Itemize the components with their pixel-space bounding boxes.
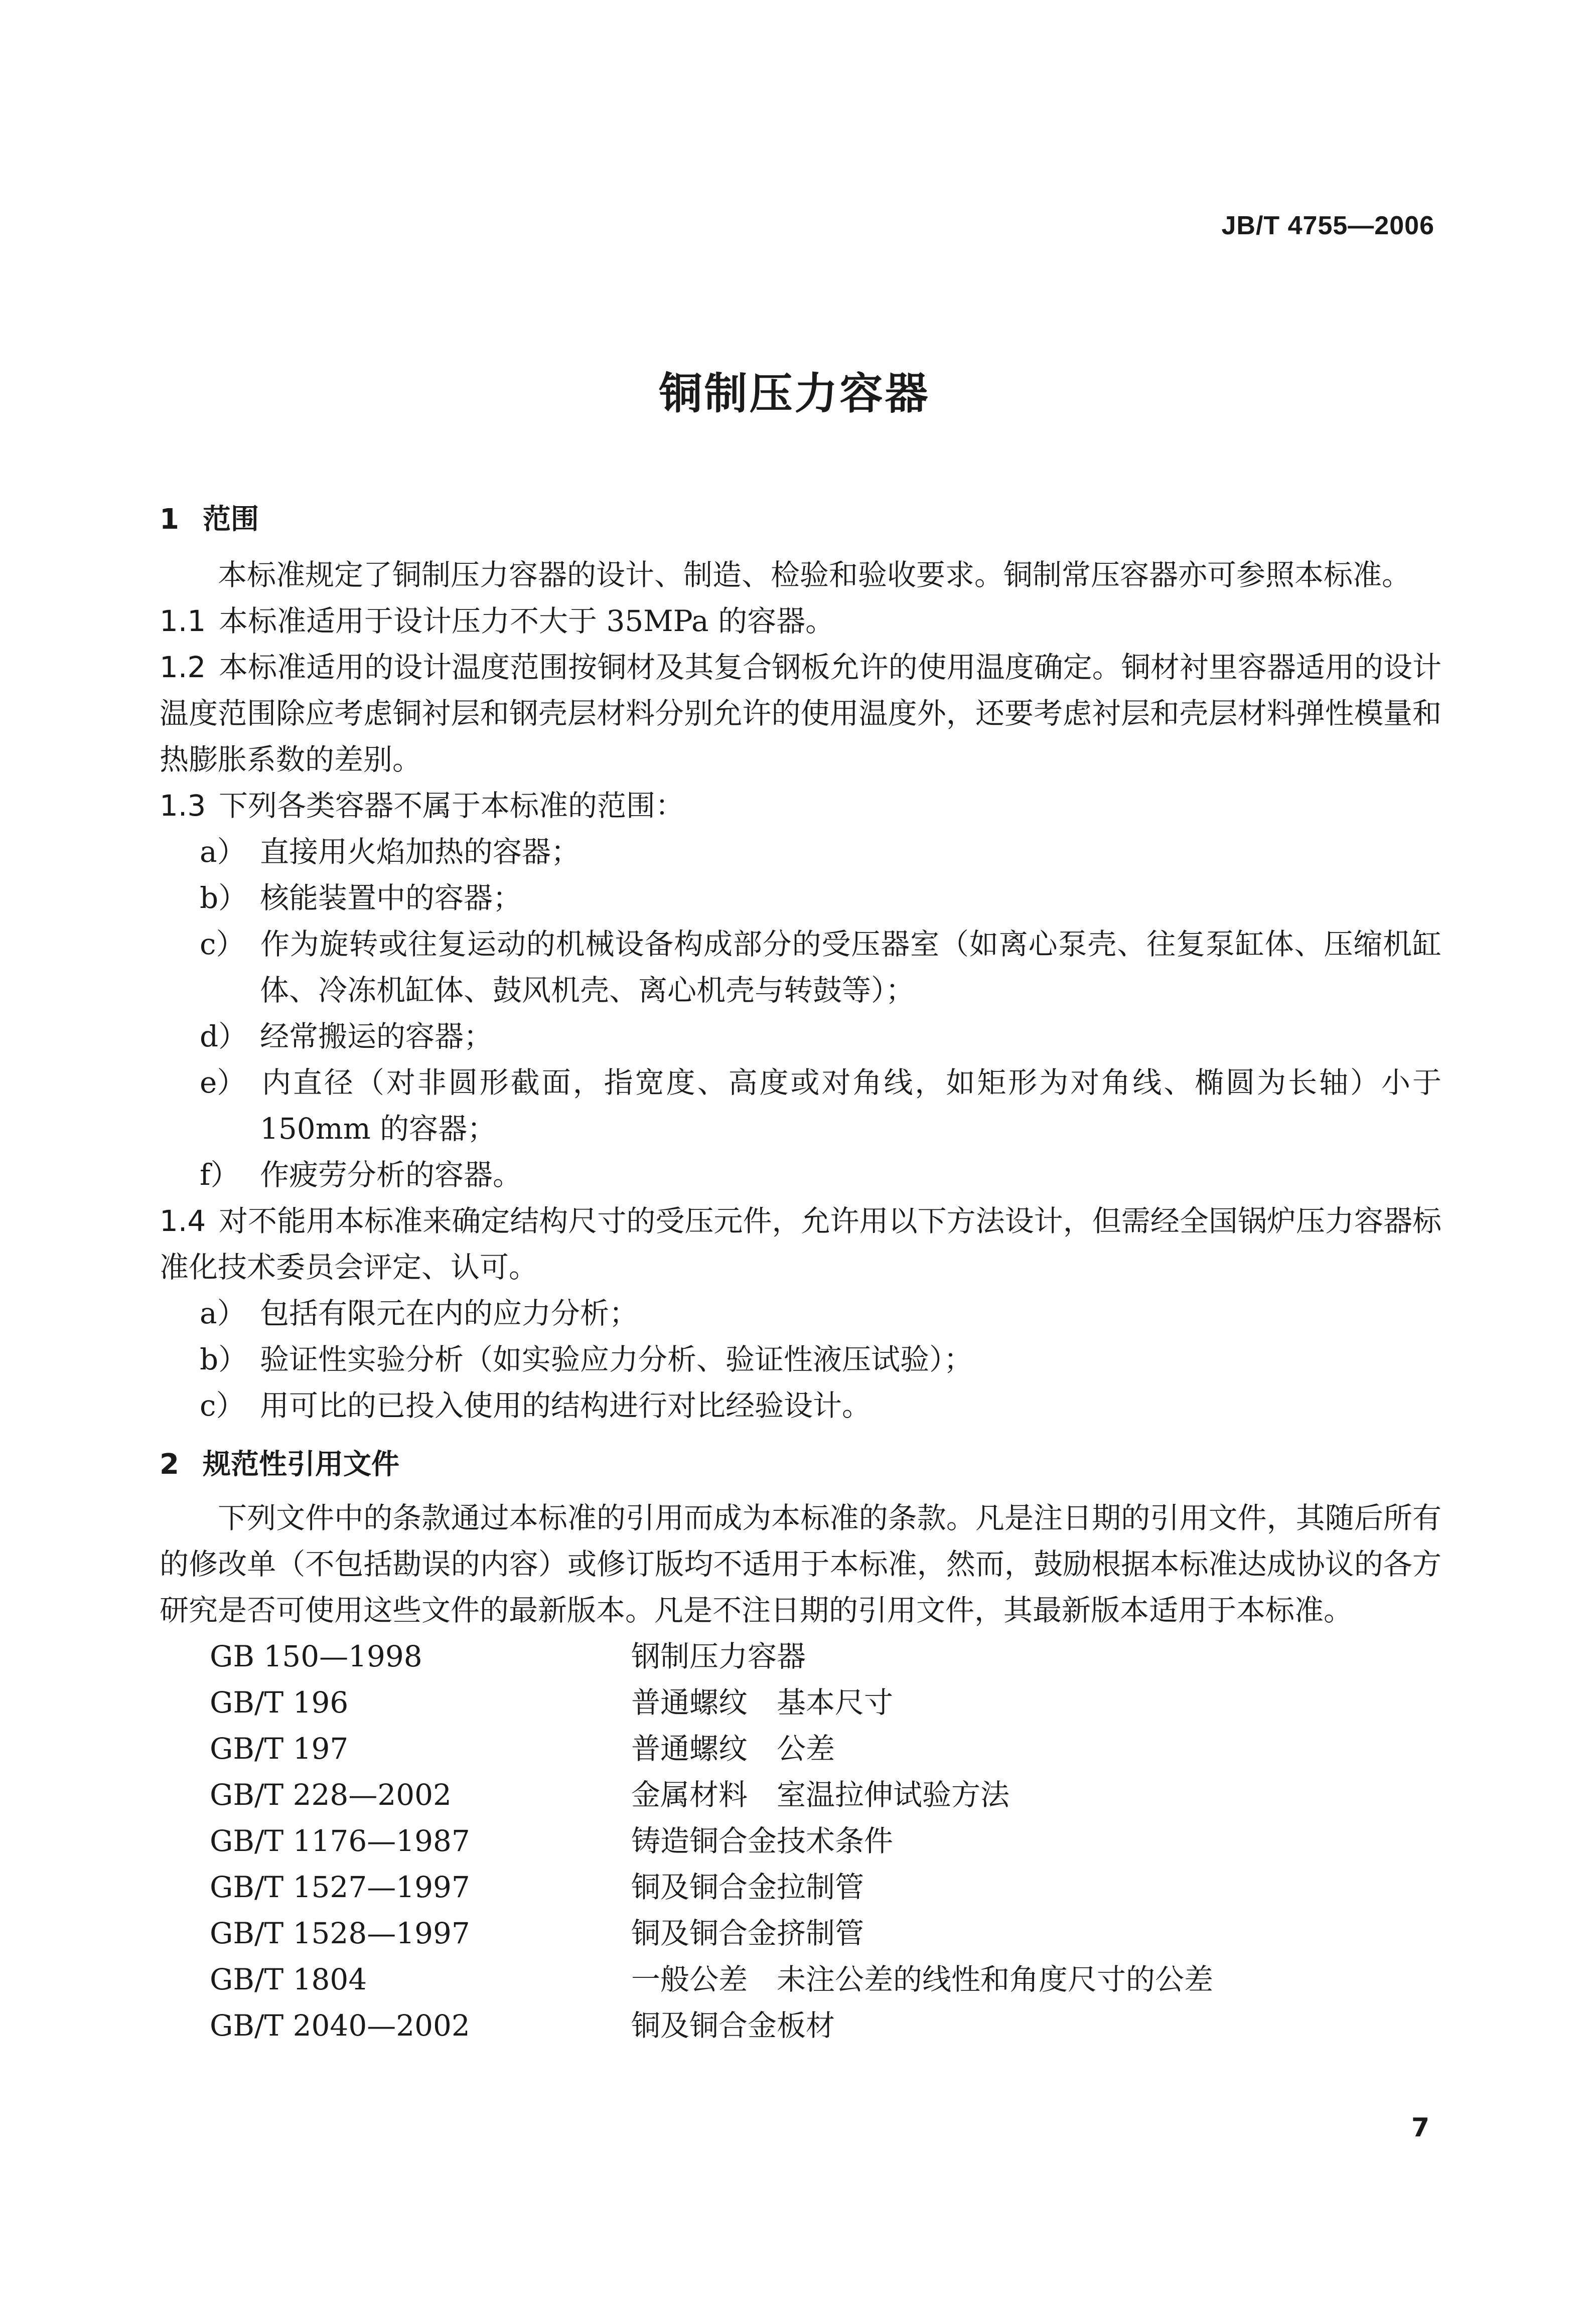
list-item-label: a） bbox=[200, 835, 246, 869]
list-item bbox=[160, 1336, 1441, 1382]
clause-number: 1.3 bbox=[160, 789, 206, 823]
list-item-text: 核能装置中的容器； bbox=[260, 881, 522, 915]
list-item-label: c） bbox=[200, 1388, 245, 1423]
table-row bbox=[210, 1956, 1213, 2002]
clause-1-3 bbox=[160, 783, 1441, 829]
clause-text: 对不能用本标准来确定结构尺寸的受压元件，允许用以下方法设计，但需经全国锅炉压力容器标准化技术委员会评定、认可。 bbox=[160, 1204, 1441, 1284]
ref-code: GB/T 228—2002 bbox=[210, 1778, 452, 1812]
section-number: 1 bbox=[160, 503, 179, 536]
ref-name: 普通螺纹 公差 bbox=[631, 1732, 835, 1766]
clause-1-1 bbox=[160, 598, 1441, 644]
list-item-text: 经常搬运的容器； bbox=[260, 1019, 493, 1053]
ref-code: GB/T 196 bbox=[210, 1685, 349, 1720]
ref-code: GB/T 197 bbox=[210, 1732, 349, 1766]
list-item-label: a） bbox=[200, 1296, 246, 1330]
list-item bbox=[160, 921, 1441, 1013]
list-item bbox=[160, 1013, 1441, 1059]
table-row bbox=[210, 1633, 1213, 1679]
table-row bbox=[210, 1818, 1213, 1864]
section-heading-2 bbox=[160, 1442, 1441, 1488]
ref-name: 铜及铜合金板材 bbox=[631, 2008, 835, 2043]
list-item bbox=[160, 829, 1441, 875]
list-item-text: 包括有限元在内的应力分析； bbox=[260, 1296, 639, 1330]
ref-name: 铸造铜合金技术条件 bbox=[631, 1824, 894, 1858]
table-row bbox=[210, 1864, 1213, 1910]
section-intro: 下列文件中的条款通过本标准的引用而成为本标准的条款。凡是注日期的引用文件，其随后所有的修改单（不包括勘误的内容）或修订版均不适用于本标准，然而，鼓励根据本标准达成协议的各方研究是否可使用这些文件的最新版本。凡是不注日期的引用文件，其最新版本适用于本标准。 bbox=[160, 1501, 1441, 1627]
table-row bbox=[210, 1679, 1213, 1726]
list-item bbox=[160, 1152, 1441, 1198]
normative-references-table bbox=[210, 1633, 1213, 2049]
list-item-text: 用可比的已投入使用的结构进行对比经验设计。 bbox=[260, 1388, 872, 1423]
ref-code: GB 150—1998 bbox=[210, 1639, 422, 1673]
table-row bbox=[210, 2002, 1213, 2049]
list-item-label: f） bbox=[200, 1158, 240, 1192]
list-item-label: d） bbox=[200, 1019, 248, 1053]
ref-code: GB/T 1804 bbox=[210, 1962, 367, 1996]
table-row bbox=[210, 1910, 1213, 1956]
section-title: 范围 bbox=[203, 503, 259, 536]
ref-code: GB/T 1527—1997 bbox=[210, 1870, 470, 1904]
clause-number: 1.4 bbox=[160, 1204, 206, 1238]
clause-1-2 bbox=[160, 644, 1441, 783]
list-item-text: 作疲劳分析的容器。 bbox=[260, 1158, 522, 1192]
ref-code: GB/T 1176—1987 bbox=[210, 1824, 470, 1858]
list-item-text: 验证性实验分析（如实验应力分析、验证性液压试验）； bbox=[260, 1342, 973, 1376]
list-item bbox=[160, 1382, 1441, 1429]
list-item-text: 作为旋转或往复运动的机械设备构成部分的受压器室（如离心泵壳、往复泵缸体、压缩机缸体、冷冻机缸体、鼓风机壳、离心机壳与转鼓等）； bbox=[260, 927, 1441, 1007]
ref-code: GB/T 1528—1997 bbox=[210, 1916, 470, 1950]
table-row bbox=[210, 1772, 1213, 1818]
list-item-text: 直接用火焰加热的容器； bbox=[260, 835, 581, 869]
list-item-label: e） bbox=[200, 1065, 246, 1100]
ref-name: 钢制压力容器 bbox=[631, 1639, 806, 1673]
table-row bbox=[210, 1726, 1213, 1772]
ref-name: 铜及铜合金拉制管 bbox=[631, 1870, 864, 1904]
list-item bbox=[160, 1059, 1441, 1152]
list-item bbox=[160, 875, 1441, 921]
ref-code: GB/T 2040—2002 bbox=[210, 2008, 470, 2043]
list-item-label: b） bbox=[200, 881, 248, 915]
clause-number: 1.1 bbox=[160, 604, 206, 638]
clause-text: 本标准适用的设计温度范围按铜材及其复合钢板允许的使用温度确定。铜材衬里容器适用的设计温度范围除应考虑铜衬层和钢壳层材料分别允许的使用温度外，还要考虑衬层和壳层材料弹性模量和热膨胀系数的差别。 bbox=[160, 650, 1441, 777]
list-item bbox=[160, 1290, 1441, 1336]
document-body bbox=[160, 497, 1441, 2049]
document-title: 铜制压力容器 bbox=[659, 369, 930, 419]
ref-name: 一般公差 未注公差的线性和角度尺寸的公差 bbox=[631, 1962, 1214, 1996]
list-item-label: c） bbox=[200, 927, 245, 961]
standard-number: JB/T 4755—2006 bbox=[1221, 211, 1434, 240]
section-heading-1 bbox=[160, 497, 1441, 543]
section-intro: 本标准规定了铜制压力容器的设计、制造、检验和验收要求。铜制常压容器亦可参照本标准。 bbox=[218, 558, 1411, 592]
list-item-label: b） bbox=[200, 1342, 248, 1376]
page-number: 7 bbox=[1411, 2113, 1429, 2143]
clause-1-4 bbox=[160, 1198, 1441, 1290]
ref-name: 普通螺纹 基本尺寸 bbox=[631, 1685, 894, 1720]
ref-name: 金属材料 室温拉伸试验方法 bbox=[631, 1778, 1010, 1812]
clause-text: 下列各类容器不属于本标准的范围： bbox=[219, 789, 685, 823]
ref-name: 铜及铜合金挤制管 bbox=[631, 1916, 864, 1950]
clause-number: 1.2 bbox=[160, 650, 206, 684]
section-number: 2 bbox=[160, 1448, 179, 1481]
clause-text: 本标准适用于设计压力不大于 35MPa 的容器。 bbox=[219, 604, 835, 638]
section-title: 规范性引用文件 bbox=[203, 1448, 399, 1481]
list-item-text: 内直径（对非圆形截面，指宽度、高度或对角线，如矩形为对角线、椭圆为长轴）小于 150mm 的容器； bbox=[260, 1065, 1441, 1146]
